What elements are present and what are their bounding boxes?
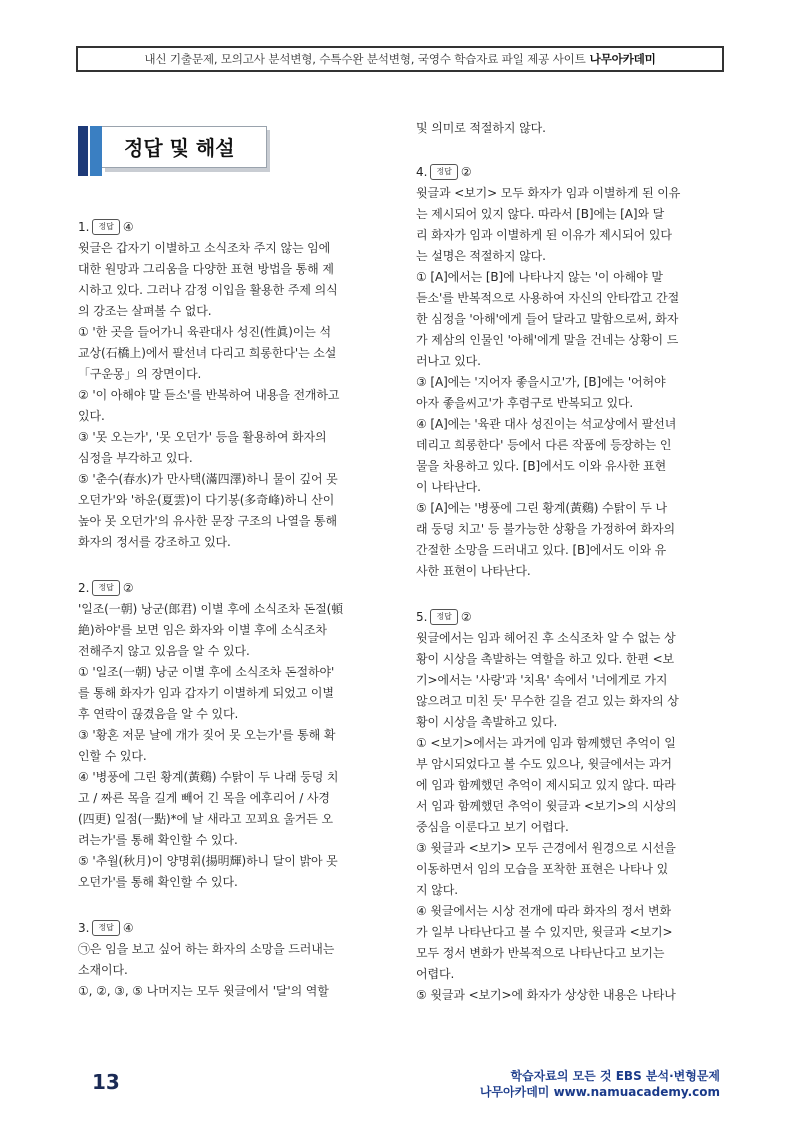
explanation-line: 않으려고 미친 듯' 무수한 길을 걷고 있는 화자의 상: [416, 694, 679, 708]
site-brand: 나무아카데미: [589, 52, 656, 66]
right-column: [416, 118, 723, 1006]
explanation-line: ① '한 곳을 들어가니 육관대사 성진(性眞)이는 석: [78, 325, 331, 339]
explanation-line: 어렵다.: [416, 967, 455, 981]
explanation-line: 전해주지 않고 있음을 알 수 있다.: [78, 644, 250, 658]
explanation-line: 윗글은 갑자기 이별하고 소식조차 주지 않는 임에: [78, 241, 331, 255]
explanation-line: 시하고 있다. 그러나 감정 이입을 활용한 주제 의식: [78, 283, 338, 297]
explanation-line: ①, ②, ③, ⑤ 나머지는 모두 윗글에서 '달'의 역할: [78, 984, 329, 998]
question-header: [78, 577, 385, 599]
explanation-line: ④ [A]에는 '육관 대사 성진이는 석교상에서 팔선녀: [416, 417, 677, 431]
explanation-line: ③ '못 오는가', '못 오던가' 등을 활용하여 화자의: [78, 430, 327, 444]
explanation-line: 기>에서는 '사랑'과 '치욕' 속에서 '너에게로 가지: [416, 673, 668, 687]
explanation-line: 있다.: [78, 409, 105, 423]
explanation-line: 간절한 소망을 드러내고 있다. [B]에서도 이와 유: [416, 543, 667, 557]
explanation-line: ⑤ [A]에는 '병풍에 그린 황계(黃鷄) 수탉이 두 나: [416, 501, 667, 515]
answer-badge: 정답: [92, 219, 119, 235]
answer-value: ②: [460, 609, 472, 624]
explanation-line: ⑤ '춘수(春水)가 만사택(滿四澤)하니 물이 깊어 못: [78, 472, 338, 486]
explanation-line: 를 통해 화자가 임과 갑자기 이별하게 되었고 이별: [78, 686, 334, 700]
explanation-line: 아자 좋을씨고'가 후렴구로 반복되고 있다.: [416, 396, 634, 410]
explanation-q5: [416, 628, 723, 1006]
answer-value: ②: [122, 580, 134, 595]
explanation-q3: [78, 939, 385, 1002]
explanation-line: 지 않다.: [416, 883, 458, 897]
question-number: 5.: [416, 609, 428, 624]
explanation-q2: [78, 599, 385, 893]
explanation-line: ③ [A]에는 '지어자 좋을시고'가, [B]에는 '어허야: [416, 375, 666, 389]
explanation-line: ② '이 아해야 말 듣소'를 반복하여 내용을 전개하고: [78, 388, 340, 402]
explanation-line: 가 일부 나타난다고 볼 수 있지만, 윗글과 <보기>: [416, 925, 673, 939]
explanation-line: 사한 표현이 나타난다.: [416, 564, 531, 578]
explanation-line: 후 연락이 끊겼음을 알 수 있다.: [78, 707, 239, 721]
explanation-line: 모두 정서 변화가 반복적으로 나타난다고 보기는: [416, 946, 665, 960]
explanation-line: 의 강조는 살펴볼 수 없다.: [78, 304, 212, 318]
answer-badge: 정답: [430, 164, 457, 180]
footer-line-1: 학습자료의 모든 것 EBS 분석·변형문제: [510, 1069, 720, 1083]
explanation-line: 중심을 이룬다고 보기 어렵다.: [416, 820, 569, 834]
explanation-line: 한 심정을 '아해'에게 들어 달라고 말함으로써, 화자: [416, 312, 679, 326]
answer-value: ②: [460, 164, 472, 179]
explanation-line: 듣소'를 반복적으로 사용하여 자신의 안타깝고 간절: [416, 291, 680, 305]
explanation-line: 래 둥덩 치고' 등 불가능한 상황을 가정하여 화자의: [416, 522, 676, 536]
explanation-line: 심정을 부각하고 있다.: [78, 451, 193, 465]
explanation-line: 인할 수 있다.: [78, 749, 147, 763]
explanation-line: 러나고 있다.: [416, 354, 481, 368]
explanation-line: 려는가'를 통해 확인할 수 있다.: [78, 833, 238, 847]
question-header: [416, 161, 723, 183]
explanation-line: ③ 윗글과 <보기> 모두 근경에서 원경으로 시선을: [416, 841, 676, 855]
answer-value: ④: [122, 920, 134, 935]
explanation-line: ③ '황혼 저문 날에 개가 짖어 못 오는가'를 통해 확: [78, 728, 336, 742]
explanation-line: ① '일조(一朝) 낭군 이별 후에 소식조차 돈절하야': [78, 665, 335, 679]
explanation-q1: [78, 238, 385, 553]
explanation-line: 윗글과 <보기> 모두 화자가 임과 이별하게 된 이유: [416, 186, 681, 200]
explanation-line: 이동하면서 임의 모습을 포착한 표현은 나타나 있: [416, 862, 669, 876]
explanation-line: ① <보기>에서는 과거에 임과 함께했던 추억이 일: [416, 736, 676, 750]
explanation-line: 화자의 정서를 강조하고 있다.: [78, 535, 231, 549]
explanation-line: '일조(一朝) 낭군(郎君) 이별 후에 소식조차 돈절(頓: [78, 602, 344, 616]
footer-credit: [480, 1068, 720, 1100]
section-title-box: [78, 126, 270, 176]
explanation-line: 높아 못 오던가'의 유사한 문장 구조의 나열을 통해: [78, 514, 338, 528]
explanation-q4: [416, 183, 723, 582]
question-number: 1.: [78, 219, 90, 234]
question-number: 2.: [78, 580, 90, 595]
explanation-line: 에 임과 함께했던 추억이 제시되고 있지 않다. 따라: [416, 778, 676, 792]
explanation-line: 소재이다.: [78, 963, 128, 977]
site-banner: [76, 46, 724, 72]
explanation-line: 絶)하야'를 보면 임은 화자와 이별 후에 소식조차: [78, 623, 327, 637]
question-number: 4.: [416, 164, 428, 179]
question-header: [78, 917, 385, 939]
explanation-line: 데리고 희롱한다' 등에서 다른 작품에 등장하는 인: [416, 438, 672, 452]
explanation-line: 교상(石橋上)에서 팔선녀 다리고 희롱한다'는 소설: [78, 346, 337, 360]
question-header: [78, 216, 385, 238]
answer-badge: 정답: [430, 609, 457, 625]
explanation-line: 는 제시되어 있지 않다. 따라서 [B]에는 [A]와 달: [416, 207, 665, 221]
page-number: 13: [92, 1070, 120, 1094]
section-title: 정답 및 해설: [124, 136, 235, 160]
answer-value: ④: [122, 219, 134, 234]
explanation-line: 「구운몽」의 장면이다.: [78, 367, 202, 381]
explanation-line: 대한 원망과 그리움을 다양한 표현 방법을 통해 제: [78, 262, 334, 276]
question-number: 3.: [78, 920, 90, 935]
footer-line-2: 나무아카데미 www.namuacademy.com: [479, 1085, 720, 1099]
explanation-line: 이 나타난다.: [416, 480, 481, 494]
explanation-line: 물을 차용하고 있다. [B]에서도 이와 유사한 표현: [416, 459, 667, 473]
explanation-line: 가 제삼의 인물인 '아해'에게 말을 건네는 상황이 드: [416, 333, 679, 347]
explanation-line: ㉠은 임을 보고 싶어 하는 화자의 소망을 드러내는: [78, 942, 335, 956]
question-header: [416, 606, 723, 628]
left-column: [78, 216, 385, 1002]
answer-badge: 정답: [92, 920, 119, 936]
explanation-line: ⑤ '추월(秋月)이 양명휘(揚明輝)하니 달이 밝아 못: [78, 854, 338, 868]
explanation-line: ④ 윗글에서는 시상 전개에 따라 화자의 정서 변화: [416, 904, 672, 918]
explanation-line: 및 의미로 적절하지 않다.: [416, 121, 546, 135]
explanation-line: 부 암시되었다고 볼 수도 있으나, 윗글에서는 과거: [416, 757, 672, 771]
explanation-line: 리 화자가 임과 이별하게 된 이유가 제시되어 있다: [416, 228, 672, 242]
explanation-line: 고 / 짜른 목을 길게 빼어 긴 목을 에후리어 / 사경: [78, 791, 330, 805]
site-banner-text: 내신 기출문제, 모의고사 분석변형, 수특수완 분석변형, 국영수 학습자료 파일 제공 사이트: [144, 52, 586, 66]
explanation-line: 오던가'와 '하운(夏雲)이 다기봉(多奇峰)하니 산이: [78, 493, 335, 507]
explanation-line: 는 설명은 적절하지 않다.: [416, 249, 546, 263]
explanation-line: (四更) 일점(一點)*에 날 새라고 꼬꾀요 울거든 오: [78, 812, 334, 826]
answer-badge: 정답: [92, 580, 119, 596]
explanation-line: ① [A]에서는 [B]에 나타나지 않는 '이 아해야 말: [416, 270, 663, 284]
explanation-line: ④ '병풍에 그린 황계(黃鷄) 수탉이 두 나래 둥덩 치: [78, 770, 339, 784]
explanation-line: 황이 시상을 촉발하고 있다.: [416, 715, 558, 729]
explanation-line: ⑤ 윗글과 <보기>에 화자가 상상한 내용은 나타나: [416, 988, 676, 1002]
explanation-q3-continued: [416, 118, 723, 139]
explanation-line: 서 임과 함께했던 추억이 윗글과 <보기>의 시상의: [416, 799, 677, 813]
explanation-line: 오던가'를 통해 확인할 수 있다.: [78, 875, 238, 889]
explanation-line: 윗글에서는 임과 헤어진 후 소식조차 알 수 없는 상: [416, 631, 676, 645]
explanation-line: 황이 시상을 촉발하는 역할을 하고 있다. 한편 <보: [416, 652, 675, 666]
